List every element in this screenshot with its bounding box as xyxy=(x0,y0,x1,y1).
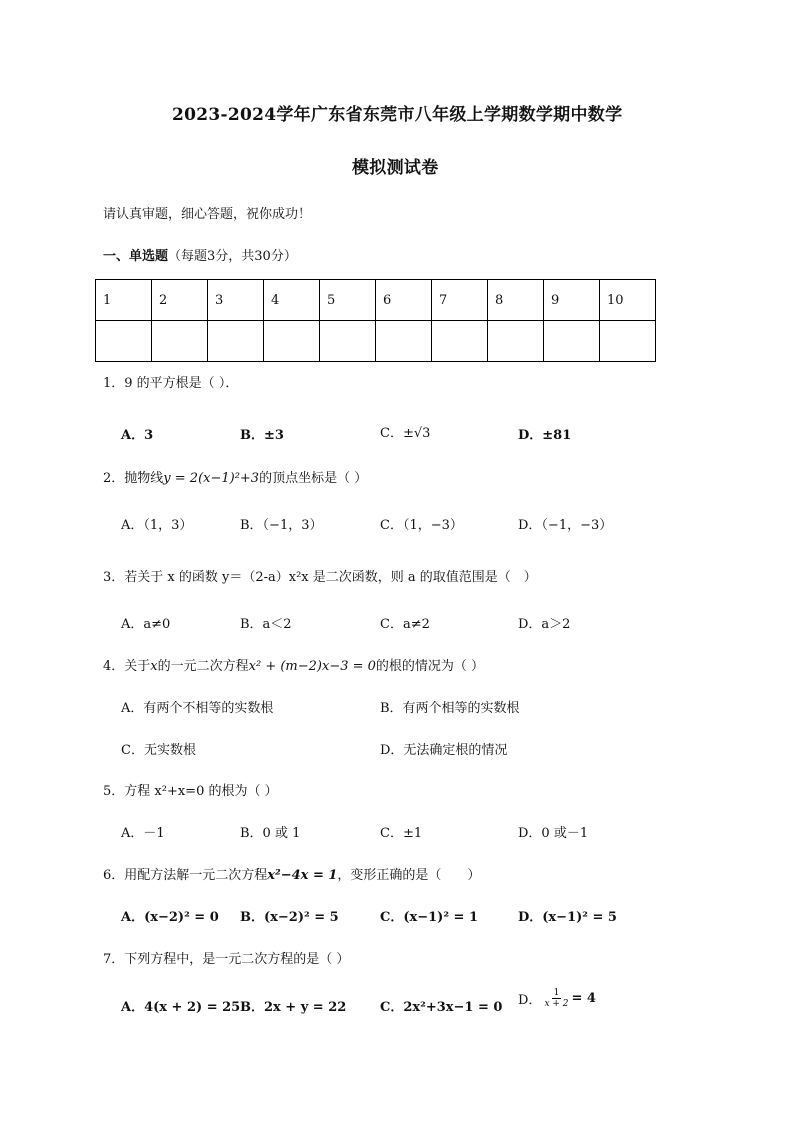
question-number: 6． xyxy=(103,868,125,883)
question-4-option-d: D．无法确定根的情况 xyxy=(380,743,508,758)
question-math: y = 2(x−1)²+3 xyxy=(163,471,260,486)
answer-number: 10 xyxy=(600,280,656,321)
question-6-option-b: B．(x−2)² = 5 xyxy=(240,910,339,925)
section-title: 一、单选题 xyxy=(103,249,169,264)
question-variable: x xyxy=(150,659,158,674)
question-6-option-a: A．(x−2)² = 0 xyxy=(121,910,219,925)
question-number: 7． xyxy=(103,952,125,967)
section-note: （每题3分，共30分） xyxy=(168,249,297,264)
answer-table-blank-row xyxy=(96,321,656,362)
answer-number: 4 xyxy=(264,280,320,321)
question-6-stem xyxy=(103,864,480,883)
question-2-option-a: A．（1，3） xyxy=(121,518,193,533)
question-5-option-d: D．0 或－1 xyxy=(518,826,589,841)
question-1-option-d: D．±81 xyxy=(518,428,572,443)
question-number: 1． xyxy=(103,376,125,391)
answer-number: 6 xyxy=(376,280,432,321)
question-1-stem xyxy=(103,372,238,391)
page-title-line2: 模拟测试卷 xyxy=(352,158,439,178)
question-text-post: ，变形正确的是（ ） xyxy=(337,868,481,883)
question-3-option-a: A．a≠0 xyxy=(121,617,171,632)
question-5-option-b: B．0 或 1 xyxy=(240,826,301,841)
answer-number: 2 xyxy=(152,280,208,321)
question-4-option-c: C．无实数根 xyxy=(121,743,196,758)
question-2-stem xyxy=(103,467,367,486)
question-text: 方程 x²+x=0 的根为（ ） xyxy=(124,784,278,799)
answer-blank-cell[interactable] xyxy=(152,321,208,362)
section-heading xyxy=(103,245,297,264)
question-7-option-c: C．2x²+3x−1 = 0 xyxy=(380,1000,503,1015)
question-3-stem: 3．若关于 x 的函数 y＝（2-a）x²x 是二次函数，则 a 的取值范围是（ ） xyxy=(103,570,537,585)
question-text-pre: 关于 xyxy=(124,659,151,674)
question-1-option-c: C．±√3 xyxy=(380,426,431,441)
answer-blank-cell[interactable] xyxy=(320,321,376,362)
answer-blank-cell[interactable] xyxy=(600,321,656,362)
answer-blank-cell[interactable] xyxy=(376,321,432,362)
question-4-option-a: A．有两个不相等的实数根 xyxy=(121,701,274,716)
question-5-option-a: A．－1 xyxy=(121,826,165,841)
question-text-pre: 用配方法解一元二次方程 xyxy=(124,868,268,883)
question-text-pre: 抛物线 xyxy=(124,471,164,486)
question-1-option-a: A．3 xyxy=(121,428,154,443)
question-math: x²−4x = 1 xyxy=(267,868,338,883)
question-math: x² + (m−2)x−3 = 0 xyxy=(248,659,376,674)
option-label: D． xyxy=(518,993,542,1008)
question-text-mid: 的一元二次方程 xyxy=(157,659,249,674)
fraction xyxy=(544,988,568,1009)
answer-blank-cell[interactable] xyxy=(432,321,488,362)
answer-blank-cell[interactable] xyxy=(264,321,320,362)
answer-blank-cell[interactable] xyxy=(488,321,544,362)
answer-table xyxy=(95,279,656,362)
question-1-option-b: B．±3 xyxy=(240,428,284,443)
question-3-option-c: C．a≠2 xyxy=(380,617,430,632)
question-text-post: 的根的情况为（ ） xyxy=(375,659,485,674)
answer-blank-cell[interactable] xyxy=(544,321,600,362)
question-2-option-b: B．（−1，3） xyxy=(240,518,323,533)
question-text: 9 的平方根是（ ）． xyxy=(124,376,239,391)
question-3-option-d: D．a＞2 xyxy=(518,617,571,632)
fraction-denominator: x + 2 xyxy=(544,999,569,1009)
answer-number: 8 xyxy=(488,280,544,321)
question-5-option-c: C．±1 xyxy=(380,826,423,841)
intro-text: 请认真审题，细心答题，祝你成功！ xyxy=(103,207,312,222)
answer-number: 7 xyxy=(432,280,488,321)
answer-table-header-row xyxy=(96,280,656,321)
question-7-option-d xyxy=(518,988,596,1009)
equation-rest: = 4 xyxy=(571,991,596,1006)
question-5-stem xyxy=(103,780,278,799)
answer-blank-cell[interactable] xyxy=(208,321,264,362)
question-2-option-c: C．（1，−3） xyxy=(380,518,463,533)
question-7-option-b: B．2x + y = 22 xyxy=(240,1000,347,1015)
question-text-post: 的顶点坐标是（ ） xyxy=(259,471,368,486)
question-text: 下列方程中，是一元二次方程的是（ ） xyxy=(124,952,350,967)
page-title-line1: 2023-2024学年广东省东莞市八年级上学期数学期中数学 xyxy=(172,105,623,125)
fraction-numerator: 1 xyxy=(553,988,560,998)
answer-number: 9 xyxy=(544,280,600,321)
question-number: 2． xyxy=(103,471,125,486)
question-7-stem xyxy=(103,948,349,967)
question-6-option-d: D．(x−1)² = 5 xyxy=(518,910,617,925)
question-7-option-a: A．4(x + 2) = 25 xyxy=(121,1000,241,1015)
answer-number: 3 xyxy=(208,280,264,321)
question-2-option-d: D．（−1，−3） xyxy=(518,518,613,533)
question-number: 5． xyxy=(103,784,125,799)
question-6-option-c: C．(x−1)² = 1 xyxy=(380,910,479,925)
answer-number: 1 xyxy=(96,280,152,321)
question-number: 4． xyxy=(103,659,125,674)
question-4-stem xyxy=(103,655,484,674)
answer-blank-cell[interactable] xyxy=(96,321,152,362)
answer-number: 5 xyxy=(320,280,376,321)
question-4-option-b: B．有两个相等的实数根 xyxy=(380,701,520,716)
question-3-option-b: B．a＜2 xyxy=(240,617,292,632)
